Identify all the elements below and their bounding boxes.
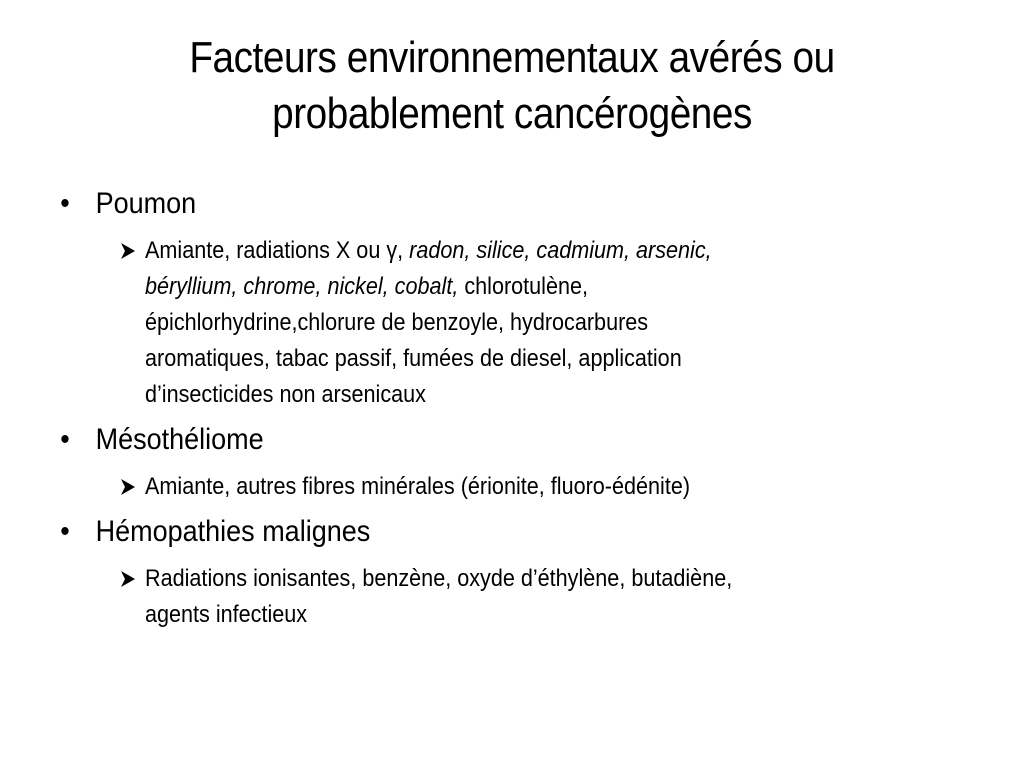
bullet-dot-icon: • (60, 423, 70, 456)
bullet-heading: Hémopathies malignes (95, 515, 371, 548)
arrowhead-icon (116, 469, 140, 505)
title-line-2: probablement cancérogènes (272, 89, 752, 138)
sub-item-hemopathies (56, 561, 956, 633)
sub-text: Amiante, autres fibres minérales (érionite, fluoro-édénite) (145, 473, 691, 500)
slide-content (56, 185, 956, 641)
sub-text: chlorotulène, (458, 273, 589, 300)
sub-text-italic: béryllium, chrome, nickel, cobalt, (145, 273, 459, 300)
sub-text-italic: radon, silice, cadmium, arsenic, (409, 237, 712, 264)
bullet-poumon (56, 185, 866, 223)
sub-text: agents infectieux (145, 601, 308, 628)
sub-item-mesotheliome (56, 469, 956, 505)
arrowhead-icon (116, 561, 140, 597)
sub-text: d’insecticides non arsenicaux (145, 381, 426, 408)
bullet-heading: Mésothéliome (95, 423, 264, 456)
bullet-heading: Poumon (95, 187, 197, 220)
bullet-dot-icon: • (60, 187, 70, 220)
slide-title (114, 30, 910, 142)
sub-text: épichlorhydrine,chlorure de benzoyle, hydrocarbures (145, 309, 649, 336)
sub-text: Radiations ionisantes, benzène, oxyde d’éthylène, butadiène, (145, 565, 733, 592)
sub-text: aromatiques, tabac passif, fumées de diesel, application (145, 345, 682, 372)
arrowhead-icon (116, 233, 140, 269)
sub-item-poumon (56, 233, 956, 413)
bullet-mesotheliome (56, 421, 866, 459)
bullet-hemopathies (56, 513, 866, 551)
sub-text: Amiante, radiations X ou γ, (145, 237, 410, 264)
bullet-dot-icon: • (60, 515, 70, 548)
title-line-1: Facteurs environnementaux avérés ou (189, 33, 835, 82)
